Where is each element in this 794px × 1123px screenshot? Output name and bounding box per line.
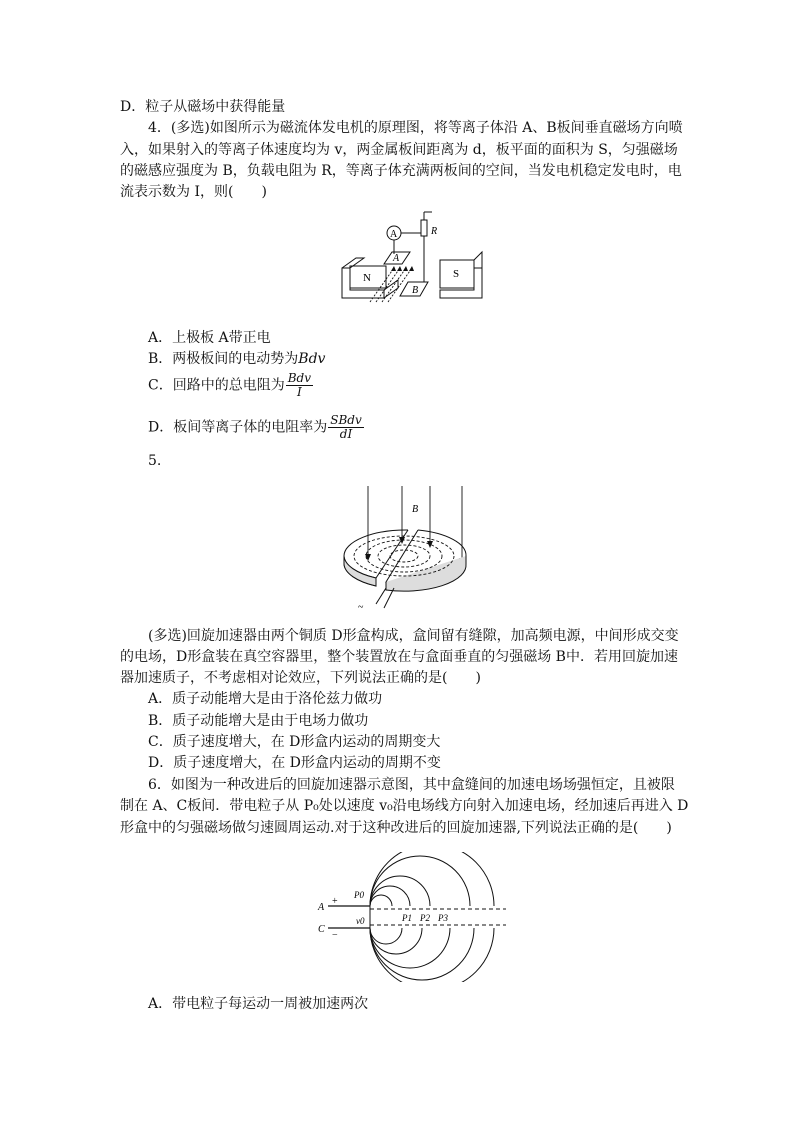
q4-option-b-expr: Bdv bbox=[298, 351, 326, 367]
q4-option-b-prefix: B．两极板间的电动势为 bbox=[148, 351, 299, 367]
minus-sign: − bbox=[332, 930, 338, 941]
q4-stem-line-3: 的磁感应强度为 B，负载电阻为 R，等离子体充满两板间的空间，当发电机稳定发电时，电 bbox=[120, 163, 682, 179]
north-pole-label: N bbox=[363, 272, 371, 284]
q4-option-c-fraction bbox=[286, 372, 313, 399]
plate-b-label: B bbox=[412, 285, 419, 296]
plate-a-label: A bbox=[393, 253, 400, 264]
q5-option-a: A．质子动能增大是由于洛伦兹力做功 bbox=[148, 691, 383, 707]
q5-stem-line-2: 的电场，D形盒装在真空容器里，整个装置放在与盒面垂直的匀强磁场 B中．若用回旋加速 bbox=[120, 649, 678, 665]
q4-option-d-fraction bbox=[328, 414, 364, 441]
q5-option-b: B．质子动能增大是由于电场力做功 bbox=[148, 713, 369, 729]
plate-c-label: C bbox=[318, 924, 325, 935]
ac-source-label: ~ bbox=[358, 602, 364, 613]
field-b-label: B bbox=[412, 504, 419, 515]
q5-stem-line-3: 器加速质子，不考虑相对论效应，下列说法正确的是( ) bbox=[120, 670, 481, 686]
q4-stem-line-1: 4．(多选)如图所示为磁流体发电机的原理图，将等离子体沿 A、B板间垂直磁场方向喷 bbox=[148, 120, 683, 136]
p2-label: P2 bbox=[420, 913, 430, 923]
ammeter-label: A bbox=[390, 229, 398, 240]
p3-label: P3 bbox=[438, 913, 448, 923]
improved-cyclotron-figure bbox=[316, 852, 508, 982]
fraction-denominator: dI bbox=[339, 427, 353, 441]
q4-option-d-prefix: D．板间等离子体的电阻率为 bbox=[148, 419, 328, 436]
q4-option-a: A．上极板 A带正电 bbox=[148, 330, 271, 346]
v0-label: v0 bbox=[356, 916, 365, 926]
q6-option-a: A．带电粒子每运动一周被加速两次 bbox=[148, 996, 369, 1012]
q5-option-d: D．质子速度增大，在 D形盒内运动的周期不变 bbox=[148, 755, 441, 771]
p0-label: P0 bbox=[354, 890, 364, 900]
q4-option-d bbox=[148, 414, 364, 441]
cyclotron-figure bbox=[338, 482, 470, 614]
q6-stem-line-1: 6．如图为一种改进后的回旋加速器示意图，其中盒缝间的加速电场场强恒定，且被限 bbox=[148, 777, 675, 793]
q6-stem-line-3: 形盒中的匀强磁场做匀速圆周运动.对于这种改进后的回旋加速器,下列说法正确的是( ) bbox=[120, 820, 672, 836]
q4-option-b bbox=[148, 349, 325, 369]
fraction-denominator: I bbox=[296, 385, 302, 399]
south-pole-label: S bbox=[453, 268, 460, 280]
p1-label: P1 bbox=[402, 913, 412, 923]
plate-a-label: A bbox=[318, 902, 325, 913]
q3-option-d: D．粒子从磁场中获得能量 bbox=[120, 99, 286, 115]
q4-stem-line-4: 流表示数为 I，则( ) bbox=[120, 184, 267, 200]
q5-number: 5. bbox=[148, 453, 162, 469]
q6-stem-line-2: 制在 A、C板间．带电粒子从 P₀处以速度 v₀沿电场线方向射入加速电场，经加速后再进入 D bbox=[120, 798, 689, 814]
q5-stem-line-1: (多选)回旋加速器由两个铜质 D形盒构成，盒间留有缝隙，加高频电源，中间形成交变 bbox=[148, 628, 679, 644]
q4-option-c-prefix: C．回路中的总电阻为 bbox=[148, 377, 285, 394]
fraction-numerator: Bdv bbox=[287, 371, 311, 385]
mhd-generator-figure bbox=[336, 210, 488, 306]
plus-sign: + bbox=[332, 896, 338, 907]
q5-option-c: C．质子速度增大，在 D形盒内运动的周期变大 bbox=[148, 734, 441, 750]
fraction-numerator: SBdv bbox=[330, 413, 362, 427]
resistor-label: R bbox=[431, 226, 438, 237]
q4-stem-line-2: 入，如果射入的等离子体速度均为 v，两金属板间距离为 d，板平面的面积为 S，匀强磁场 bbox=[120, 142, 678, 158]
q4-option-c bbox=[148, 372, 313, 399]
